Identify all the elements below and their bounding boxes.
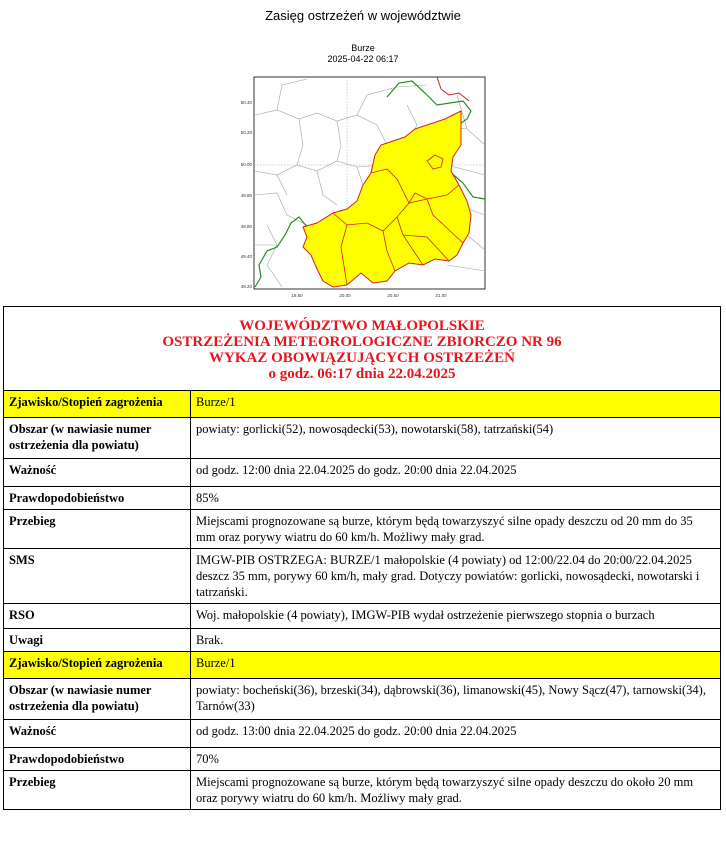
lon-label: 21.00	[435, 293, 447, 298]
label-course: Przebieg	[4, 510, 191, 549]
value-validity: od godz. 12:00 dnia 22.04.2025 do godz. 20:00 dnia 22.04.2025	[191, 459, 721, 487]
table-header	[4, 307, 721, 391]
header-voivodeship: WOJEWÓDZTWO MAŁOPOLSKIE	[239, 318, 485, 334]
value-course: Miejscami prognozowane są burze, którym będą towarzyszyć silne opady deszczu do około 20 mm oraz porywy wiatru do 60 km/h. Możliwy mały grad.	[191, 771, 721, 810]
label-rso: RSO	[4, 604, 191, 629]
table-row	[4, 679, 721, 720]
table-row	[4, 720, 721, 748]
header-issue-time: o godz. 06:17 dnia 22.04.2025	[268, 366, 456, 382]
page-title: Zasięg ostrzeżeń w województwie	[265, 8, 461, 23]
label-course: Przebieg	[4, 771, 191, 810]
lat-label: 50.20	[240, 130, 252, 135]
value-area: powiaty: gorlicki(52), nowosądecki(53), nowotarski(58), tatrzański(54)	[191, 418, 721, 459]
value-validity: od godz. 13:00 dnia 22.04.2025 do godz. 20:00 dnia 22.04.2025	[191, 720, 721, 748]
lat-label: 49.60	[240, 224, 252, 229]
table-row	[4, 418, 721, 459]
label-remarks: Uwagi	[4, 629, 191, 652]
lat-label: 50.40	[240, 100, 252, 105]
table-row	[4, 510, 721, 549]
table-header-row	[4, 307, 721, 391]
lat-label: 49.80	[240, 193, 252, 198]
label-validity: Ważność	[4, 459, 191, 487]
lon-label: 20.50	[387, 293, 399, 298]
label-area: Obszar (w nawiasie numer ostrzeżenia dla powiatu)	[4, 679, 191, 720]
value-probability: 85%	[191, 487, 721, 510]
lat-label: 50.00	[240, 162, 252, 167]
warnings-table	[3, 306, 721, 810]
lon-label: 20.00	[339, 293, 351, 298]
table-row	[4, 629, 721, 652]
label-probability: Prawdopodobieństwo	[4, 748, 191, 771]
table-row	[4, 487, 721, 510]
table-row	[4, 748, 721, 771]
label-validity: Ważność	[4, 720, 191, 748]
table-row	[4, 604, 721, 629]
table-row	[4, 391, 721, 418]
map-phenomenon: Burze	[351, 43, 375, 53]
label-area: Obszar (w nawiasie numer ostrzeżenia dla powiatu)	[4, 418, 191, 459]
value-probability: 70%	[191, 748, 721, 771]
header-list-title: WYKAZ OBOWIĄZUJĄCYCH OSTRZEŻEŃ	[209, 350, 515, 366]
lon-label: 19.50	[291, 293, 303, 298]
label-phenomenon: Zjawisko/Stopień zagrożenia	[4, 652, 191, 679]
lat-label: 49.40	[240, 254, 252, 259]
label-sms: SMS	[4, 549, 191, 604]
lat-label: 49.20	[240, 284, 252, 289]
table-row	[4, 459, 721, 487]
table-row	[4, 771, 721, 810]
label-phenomenon: Zjawisko/Stopień zagrożenia	[4, 391, 191, 418]
value-sms: IMGW-PIB OSTRZEGA: BURZE/1 małopolskie (4 powiaty) od 12:00/22.04 do 20:00/22.04.2025 deszcz 35 mm, porywy 60 km/h, mały grad. Dotyczy powiatów: gorlicki, nowosądecki, nowotarski i tatrzański.	[191, 549, 721, 604]
value-course: Miejscami prognozowane są burze, którym będą towarzyszyć silne opady deszczu od 20 mm do 35 mm oraz porywy wiatru do 60 km/h. Możliwy mały grad.	[191, 510, 721, 549]
map-datetime: 2025-04-22 06:17	[327, 54, 399, 64]
value-phenomenon: Burze/1	[191, 652, 721, 679]
value-phenomenon: Burze/1	[191, 391, 721, 418]
warning-map	[237, 75, 487, 307]
table-row	[4, 549, 721, 604]
label-probability: Prawdopodobieństwo	[4, 487, 191, 510]
value-rso: Woj. małopolskie (4 powiaty), IMGW-PIB wydał ostrzeżenie pierwszego stopnia o burzach	[191, 604, 721, 629]
table-row	[4, 652, 721, 679]
value-remarks: Brak.	[191, 629, 721, 652]
header-bulletin-number: OSTRZEŻENIA METEOROLOGICZNE ZBIORCZO NR 96	[162, 334, 562, 350]
value-area: powiaty: bocheński(36), brzeski(34), dąbrowski(36), limanowski(45), Nowy Sącz(47), tarnowski(34), Tarnów(33)	[191, 679, 721, 720]
